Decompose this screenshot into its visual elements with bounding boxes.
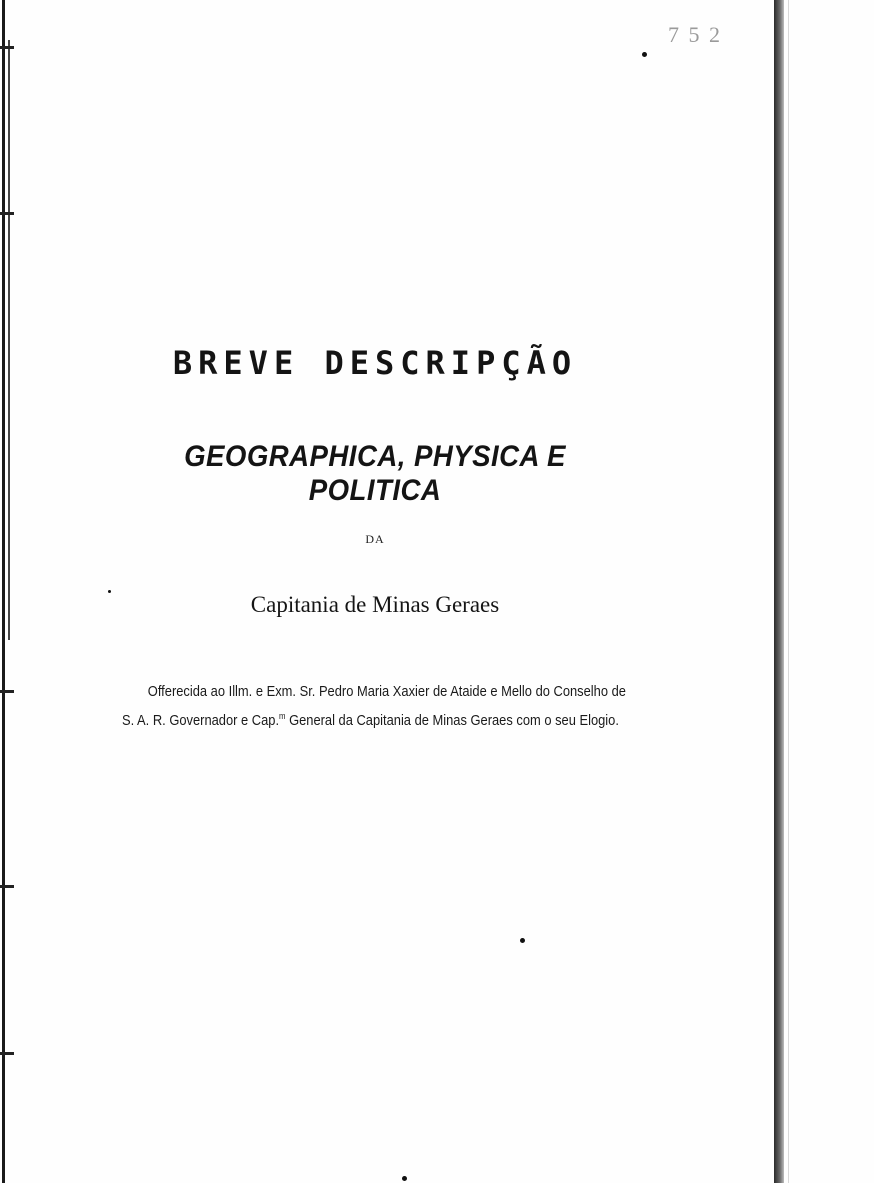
dedication-line-2b: General da Capitania de Minas [285, 712, 467, 729]
right-page-edge [774, 0, 874, 1183]
title-subtitle: GEOGRAPHICA, PHYSICA E POLITICA [184, 440, 566, 507]
left-binding-edge [0, 0, 14, 1183]
ink-speck [402, 1176, 407, 1181]
dedication-line-3: Geraes com o seu Elogio. [470, 712, 619, 729]
title-main: BREVE DESCRIPÇÃO [172, 344, 578, 382]
handwritten-shelfmark: 7 5 2 [668, 22, 722, 47]
title-place: Capitania de Minas Geraes [250, 592, 500, 617]
ink-speck [520, 938, 525, 943]
dedication-paragraph [122, 680, 626, 733]
ink-speck [642, 52, 647, 57]
ink-speck [108, 590, 111, 593]
dedication-line-2a: do Conselho de S. A. R. Governador e Cap. [122, 683, 626, 729]
dedication-line-1: Offerecida ao Illm. e Exm. Sr. Pedro Maria Xaxier de Ataide e Mello [147, 683, 532, 700]
title-connector: DA [365, 532, 385, 546]
dedication-superscript: m [279, 711, 286, 721]
